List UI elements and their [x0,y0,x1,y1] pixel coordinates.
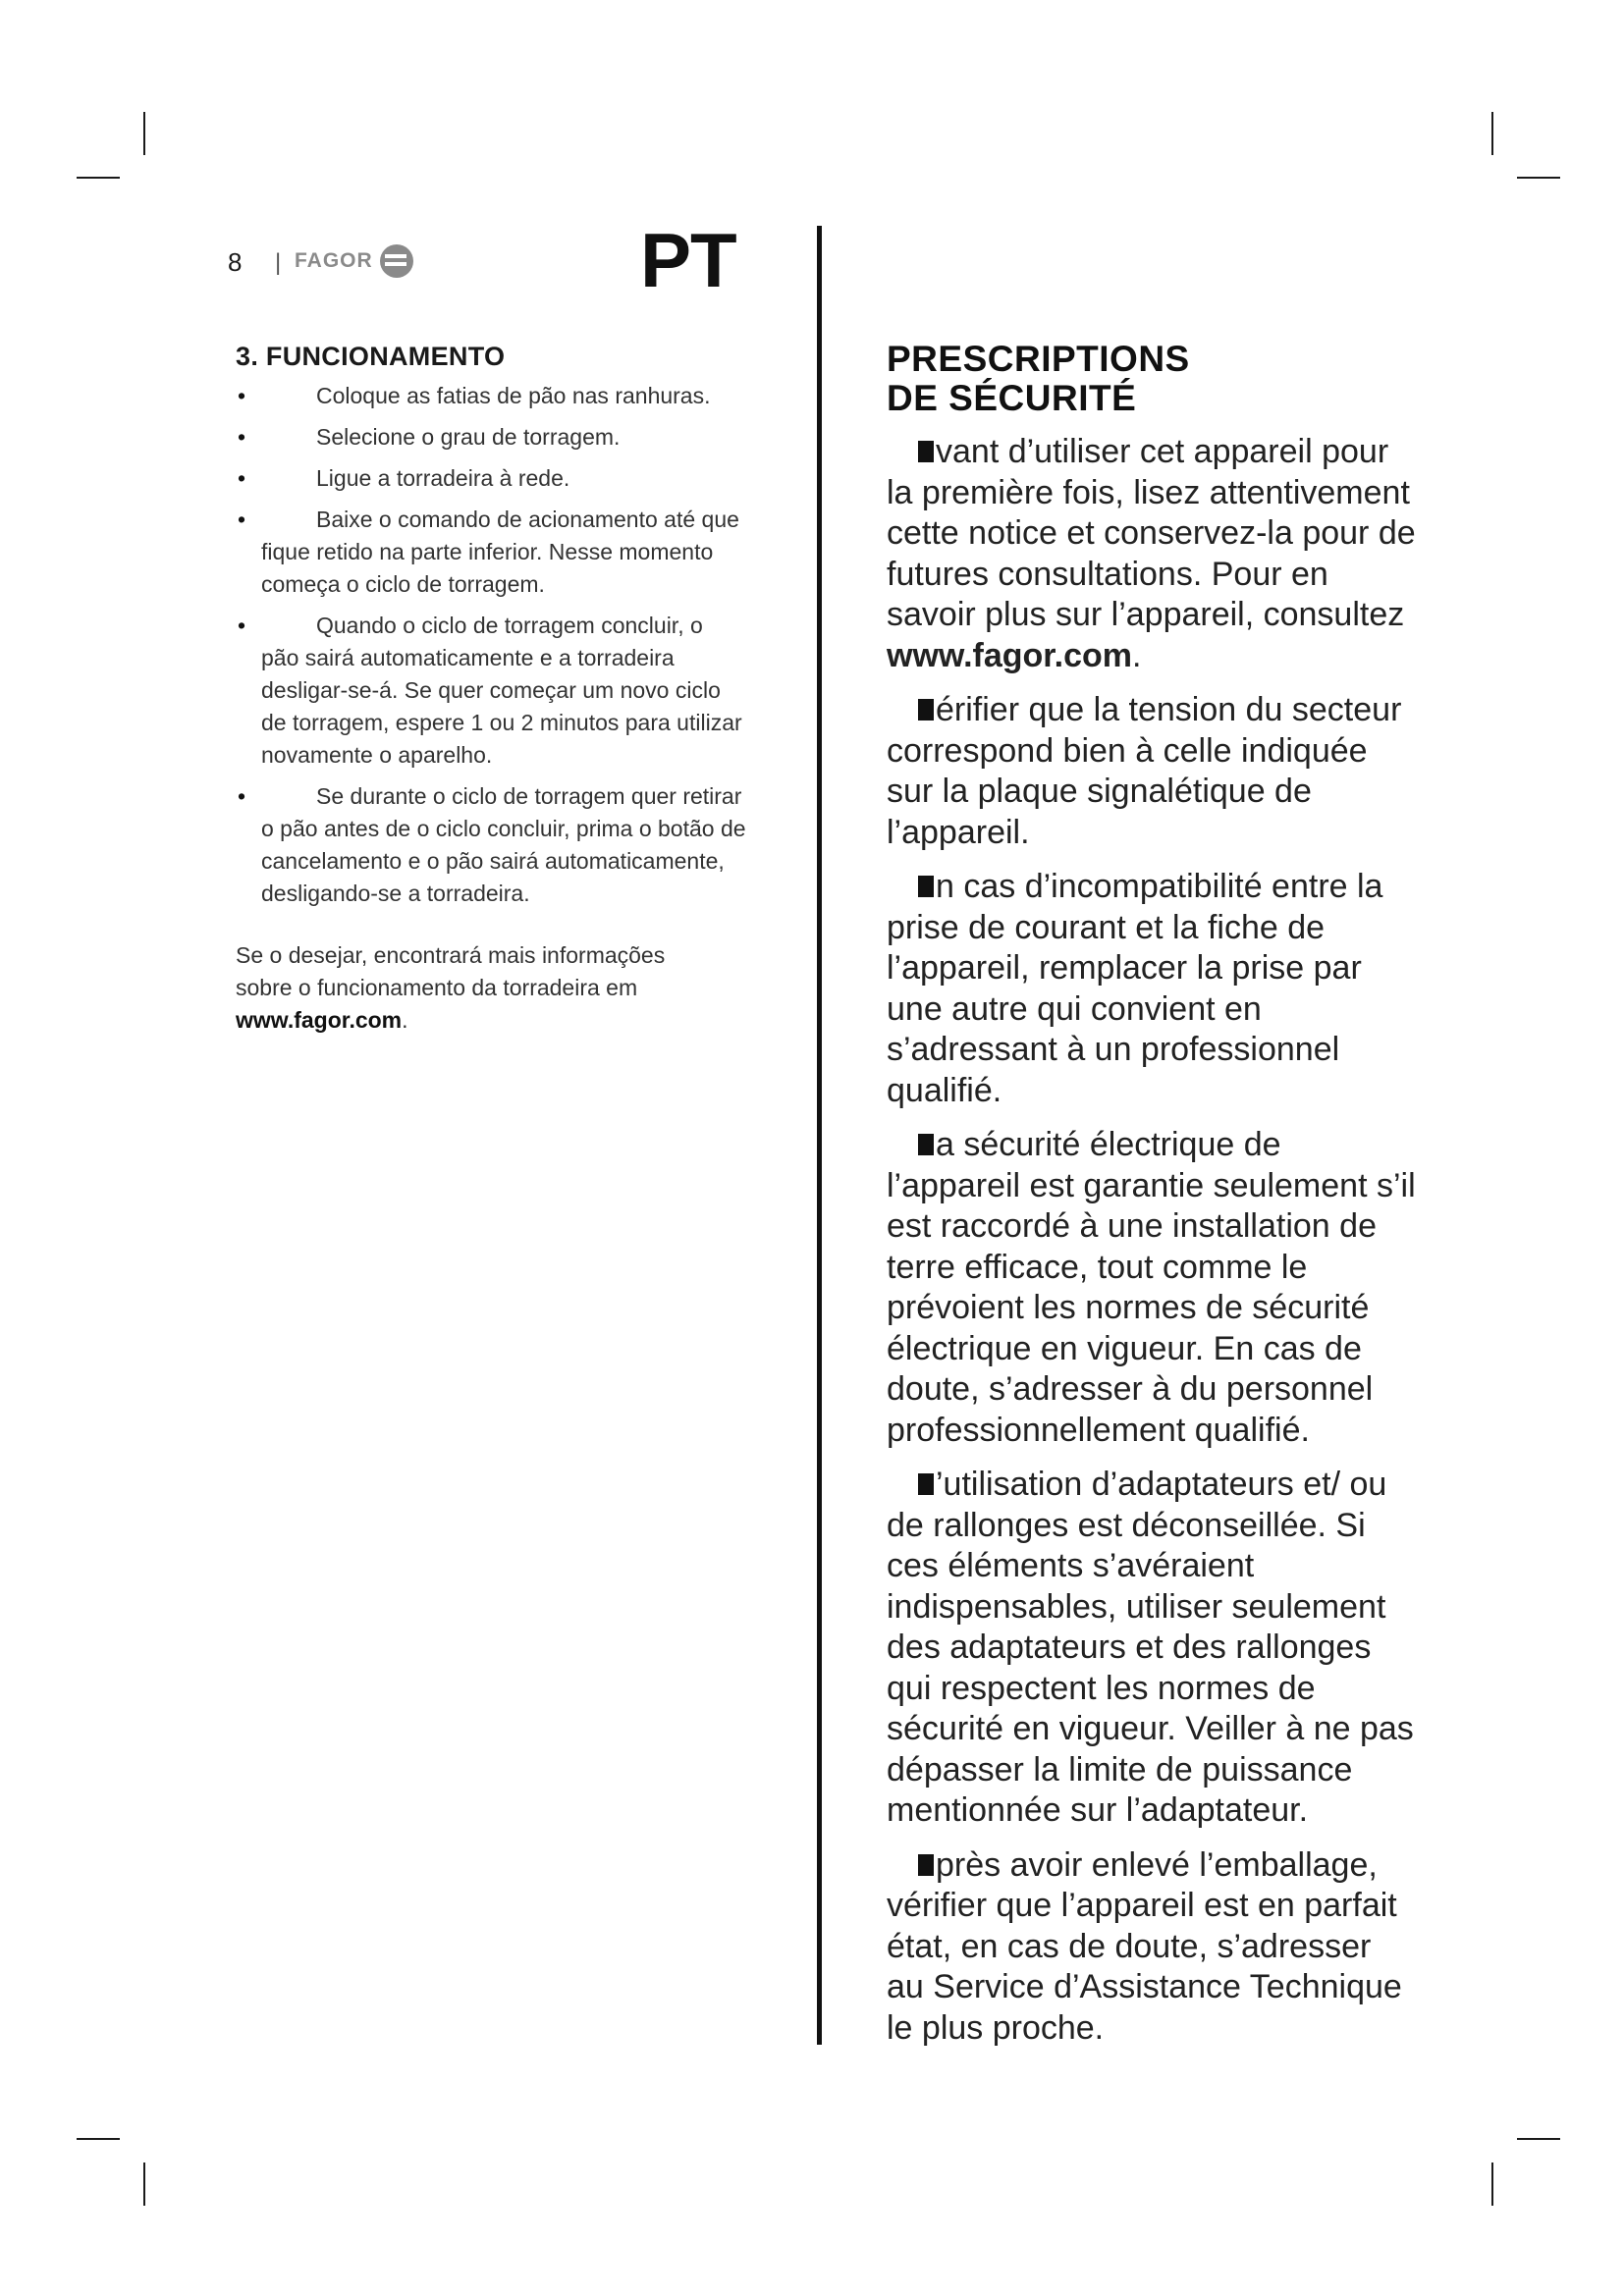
column-divider [817,226,822,2045]
bullet-icon: • [238,424,246,450]
instructions-list [236,380,746,910]
bullet-icon: • [238,783,246,809]
list-item: • Quando o ciclo de torragem concluir, o pão sairá automaticamente e a torradeira desligar-se-á. Se quer começar um novo ciclo de torragem, espere 1 ou 2 minutos para utilizar novamente o aparelho. [236,610,746,772]
initial-mark-icon [918,876,934,897]
more-info-paragraph: Se o desejar, encontrará mais informações sobre o funcionamento da torradeira em www.fagor.com. [236,942,666,1033]
header-separator: | [275,249,282,276]
crop-mark [143,112,145,155]
list-item: • Coloque as fatias de pão nas ranhuras. [236,380,746,412]
left-column [236,342,746,1059]
website-link[interactable]: www.fagor.com [236,1007,403,1033]
initial-mark-icon [918,1854,934,1876]
list-item: • Ligue a torradeira à rede. [236,462,746,495]
bullet-icon: • [238,613,246,638]
language-code: PT [640,217,736,303]
safety-paragraph: n cas d’incompatibilité entre la prise de courant et la fiche de l’appareil, remplacer la prise par une autre qui convient en s’adressant à un professionnel qualifié. [887,868,1383,1109]
safety-paragraph: ’utilisation d’adaptateurs et/ ou de rallonges est déconseillée. Si ces éléments s’avéraient indispensables, utiliser seulement des adaptateurs et des rallonges qui respectent les normes de sécurité en vigueur. Veiller à ne pas dépasser la limite de puissance mentionnée sur l’adaptateur. [887,1466,1414,1829]
initial-mark-icon [918,1134,934,1155]
list-item: • Selecione o grau de torragem. [236,421,746,454]
logo-mark-icon [379,243,414,279]
crop-mark [1491,112,1493,155]
safety-paragraph: vant d’utiliser cet appareil pour la première fois, lisez attentivement cette notice et conservez-la pour de futures consultations. Pour en savoir plus sur l’appareil, consultez www.fagor.com. [887,433,1416,674]
page-number: 8 [228,247,243,277]
crop-mark [77,2138,120,2140]
bullet-icon: • [238,507,246,532]
crop-mark [1491,2163,1493,2206]
list-item: • Se durante o ciclo de torragem quer retirar o pão antes de o ciclo concluir, prima o botão de cancelamento e o pão sairá automaticamente, desligando-se a torradeira. [236,780,746,910]
crop-mark [1517,2138,1560,2140]
initial-mark-icon [918,699,934,721]
initial-mark-icon [918,441,934,462]
section-heading: 3. FUNCIONAMENTO [236,342,506,371]
crop-mark [143,2163,145,2206]
safety-paragraph: près avoir enlevé l’emballage, vérifier que l’appareil est en parfait état, en cas de doute, s’adresser au Service d’Assistance Technique le plus proche. [887,1845,1402,2047]
crop-mark [77,177,120,179]
website-link[interactable]: www.fagor.com [887,636,1133,674]
crop-mark [1517,177,1560,179]
bullet-icon: • [238,465,246,491]
bullet-icon: • [238,383,246,408]
right-column [887,340,1417,2062]
safety-paragraph: a sécurité électrique de l’appareil est garantie seulement s’il est raccordé à une installation de terre efficace, tout comme le prévoient les normes de sécurité électrique en vigueur. En cas de doute, s’adresser à du personnel professionnellement qualifié. [887,1126,1416,1449]
initial-mark-icon [918,1473,934,1495]
logo-text: FAGOR [295,249,373,272]
list-item: • Baixe o comando de acionamento até que fique retido na parte inferior. Nesse momento começa o ciclo de torragem. [236,504,746,601]
brand-logo [295,243,414,279]
safety-paragraph: érifier que la tension du secteur correspond bien à celle indiquée sur la plaque signalétique de l’appareil. [887,691,1402,851]
safety-title: PRESCRIPTIONS DE SÉCURITÉ [887,339,1190,418]
